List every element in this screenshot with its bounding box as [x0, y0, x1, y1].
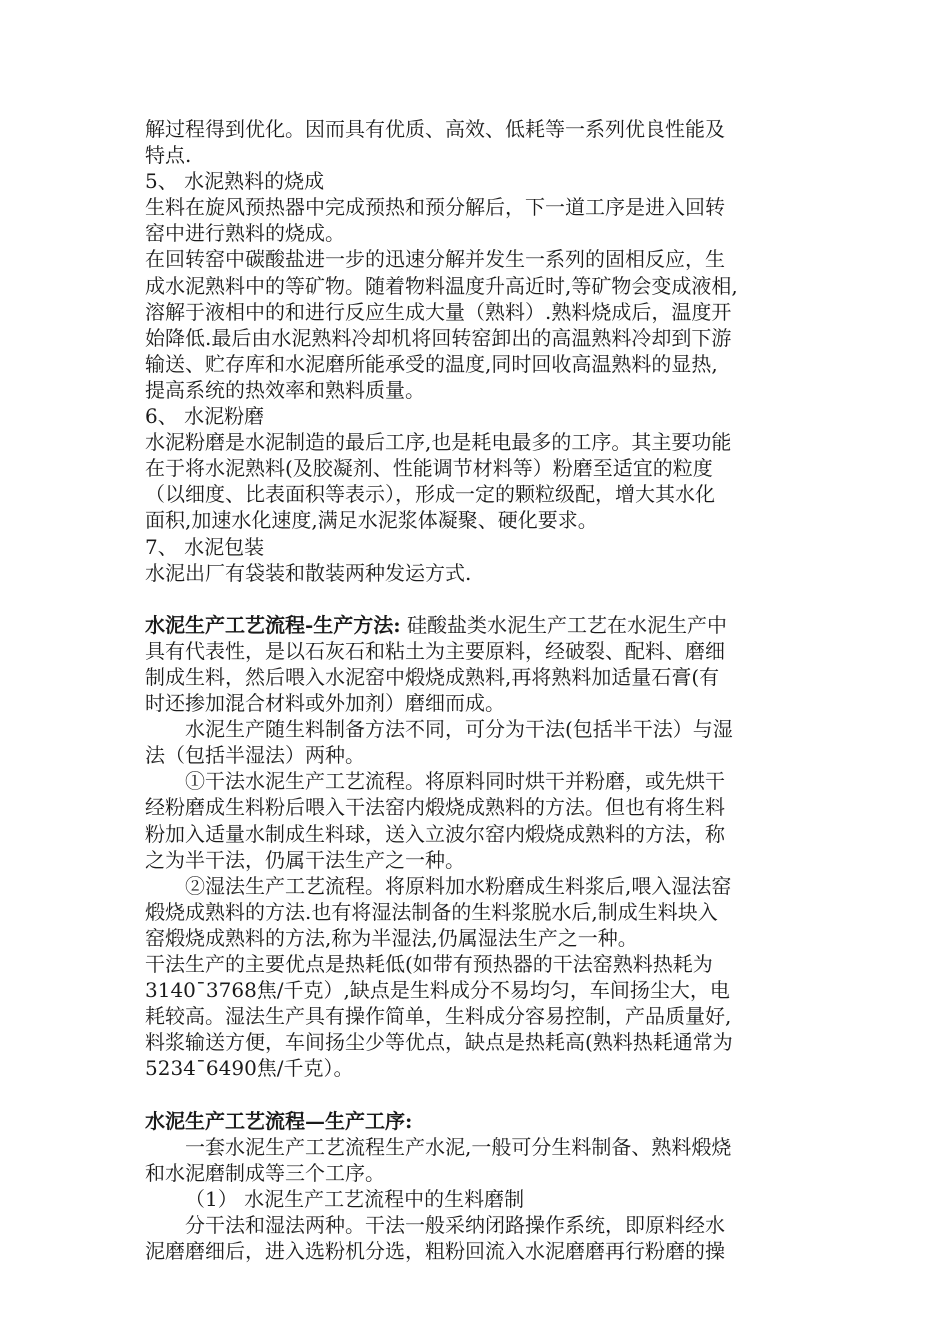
line-text: 提高系统的热效率和熟料质量。: [145, 377, 425, 402]
text-line: [145, 534, 810, 560]
text-line: [145, 1212, 810, 1238]
text-line: [145, 925, 810, 951]
line-text: 5、 水泥熟料的烧成: [145, 169, 325, 194]
line-text: ②湿法生产工艺流程。将原料加水粉磨成生料浆后,喂入湿法窑: [185, 873, 732, 898]
line-text: 水泥出厂有袋装和散装两种发运方式.: [145, 560, 472, 585]
line-text: 粉加入适量水制成生料球，送入立波尔窑内煅烧成熟料的方法，称: [145, 821, 725, 846]
section-heading: 水泥生产工艺流程-生产方法:: [145, 612, 401, 637]
text-line: [145, 1003, 810, 1029]
text-line: [145, 742, 810, 768]
line-text: 硅酸盐类水泥生产工艺在水泥生产中: [400, 612, 728, 637]
text-line: [145, 768, 810, 794]
line-text: 时还掺加混合材料或外加剂）磨细而成。: [145, 691, 505, 716]
line-text: ①干法水泥生产工艺流程。将原料同时烘干并粉磨，或先烘干: [185, 769, 725, 794]
text-line: [145, 168, 810, 194]
line-text: 泥磨磨细后，进入选粉机分选，粗粉回流入水泥磨磨再行粉磨的操: [145, 1239, 725, 1264]
text-line: [145, 403, 810, 429]
text-line: [145, 794, 810, 820]
paragraph-gap: [145, 586, 810, 612]
text-line: [145, 507, 810, 533]
text-line: [145, 873, 810, 899]
text-line: [145, 1186, 810, 1212]
text-line: [145, 1055, 810, 1081]
line-text: 之为半干法，仍属干法生产之一种。: [145, 847, 465, 872]
line-text: 和水泥磨制成等三个工序。: [145, 1160, 385, 1185]
line-text: 具有代表性，是以石灰石和粘土为主要原料，经破裂、配料、磨细: [145, 638, 725, 663]
text-line: [145, 951, 810, 977]
text-line: [145, 1134, 810, 1160]
line-text: 法（包括半湿法）两种。: [145, 743, 365, 768]
text-line: [145, 821, 810, 847]
text-line: [145, 429, 810, 455]
line-text: 耗较高。湿法生产具有操作简单，生料成分容易控制，产品质量好,: [145, 1004, 732, 1029]
line-text: 溶解于液相中的和进行反应生成大量（熟料）.熟料烧成后，温度开: [145, 299, 732, 324]
document-body: [145, 116, 810, 1264]
line-text: 水泥生产随生料制备方法不同，可分为干法(包括半干法）与湿: [185, 717, 733, 742]
text-line: [145, 325, 810, 351]
text-line: [145, 273, 810, 299]
line-text: 料浆输送方便，车间扬尘少等优点，缺点是热耗高(熟料热耗通常为: [145, 1030, 733, 1055]
text-line: [145, 246, 810, 272]
line-text: 特点.: [145, 143, 192, 168]
line-text: 在于将水泥熟料(及胶凝剂、性能调节材料等）粉磨至适宜的粒度: [145, 456, 713, 481]
line-text: 窑中进行熟料的烧成。: [145, 221, 345, 246]
text-line: [145, 351, 810, 377]
text-line: [145, 612, 810, 638]
text-line: [145, 1160, 810, 1186]
text-line: [145, 560, 810, 586]
text-line: [145, 977, 810, 1003]
text-line: [145, 1238, 810, 1264]
text-line: [145, 299, 810, 325]
text-line: [145, 1029, 810, 1055]
text-line: [145, 194, 810, 220]
section-heading: 水泥生产工艺流程—生产工序:: [145, 1108, 413, 1133]
text-line: [145, 664, 810, 690]
text-line: [145, 116, 810, 142]
line-text: 成水泥熟料中的等矿物。随着物料温度升高近时,等矿物会变成液相,: [145, 273, 738, 298]
text-line: [145, 716, 810, 742]
text-line: [145, 142, 810, 168]
text-line: [145, 455, 810, 481]
line-text: 7、 水泥包装: [145, 534, 265, 559]
line-text: （以细度、比表面积等表示），形成一定的颗粒级配，增大其水化: [145, 482, 715, 507]
text-line: [145, 638, 810, 664]
line-text: 6、 水泥粉磨: [145, 404, 265, 429]
line-text: 生料在旋风预热器中完成预热和预分解后，下一道工序是进入回转: [145, 195, 725, 220]
line-text: 在回转窑中碳酸盐进一步的迅速分解并发生一系列的固相反应，生: [145, 247, 725, 272]
line-text: 煅烧成熟料的方法.也有将湿法制备的生料浆脱水后,制成生料块入: [145, 899, 718, 924]
line-text: 一套水泥生产工艺流程生产水泥,一般可分生料制备、熟料煅烧: [185, 1134, 732, 1159]
text-line: [145, 220, 810, 246]
line-text: 干法生产的主要优点是热耗低(如带有预热器的干法窑熟料热耗为: [145, 952, 713, 976]
text-line: [145, 377, 810, 403]
line-text: 窑煅烧成熟料的方法,称为半湿法,仍属湿法生产之一种。: [145, 925, 638, 950]
line-text: 5234¯6490焦/千克）。: [145, 1056, 354, 1081]
text-line: [145, 481, 810, 507]
text-line: [145, 899, 810, 925]
paragraph-gap: [145, 1081, 810, 1107]
text-line: [145, 690, 810, 716]
line-text: 面积,加速水化速度,满足水泥浆体凝聚、硬化要求。: [145, 508, 598, 533]
line-text: （1） 水泥生产工艺流程中的生料磨制: [185, 1186, 525, 1211]
line-text: 水泥粉磨是水泥制造的最后工序,也是耗电最多的工序。其主要功能: [145, 430, 732, 455]
line-text: 解过程得到优化。因而具有优质、高效、低耗等一系列优良性能及: [145, 117, 725, 141]
line-text: 始降低.最后由水泥熟料冷却机将回转窑卸出的高温熟料冷却到下游: [145, 325, 732, 350]
line-text: 输送、贮存库和水泥磨所能承受的温度,同时回收高温熟料的显热,: [145, 351, 718, 376]
line-text: 分干法和湿法两种。干法一般采纳闭路操作系统，即原料经水: [185, 1212, 725, 1237]
line-text: 经粉磨成生料粉后喂入干法窑内煅烧成熟料的方法。但也有将生料: [145, 795, 725, 820]
line-text: 3140¯3768焦/千克）,缺点是生料成分不易均匀，车间扬尘大，电: [145, 978, 730, 1003]
line-text: 制成生料，然后喂入水泥窑中煅烧成熟料,再将熟料加适量石膏(有: [145, 664, 720, 689]
text-line: [145, 847, 810, 873]
text-line: [145, 1108, 810, 1134]
